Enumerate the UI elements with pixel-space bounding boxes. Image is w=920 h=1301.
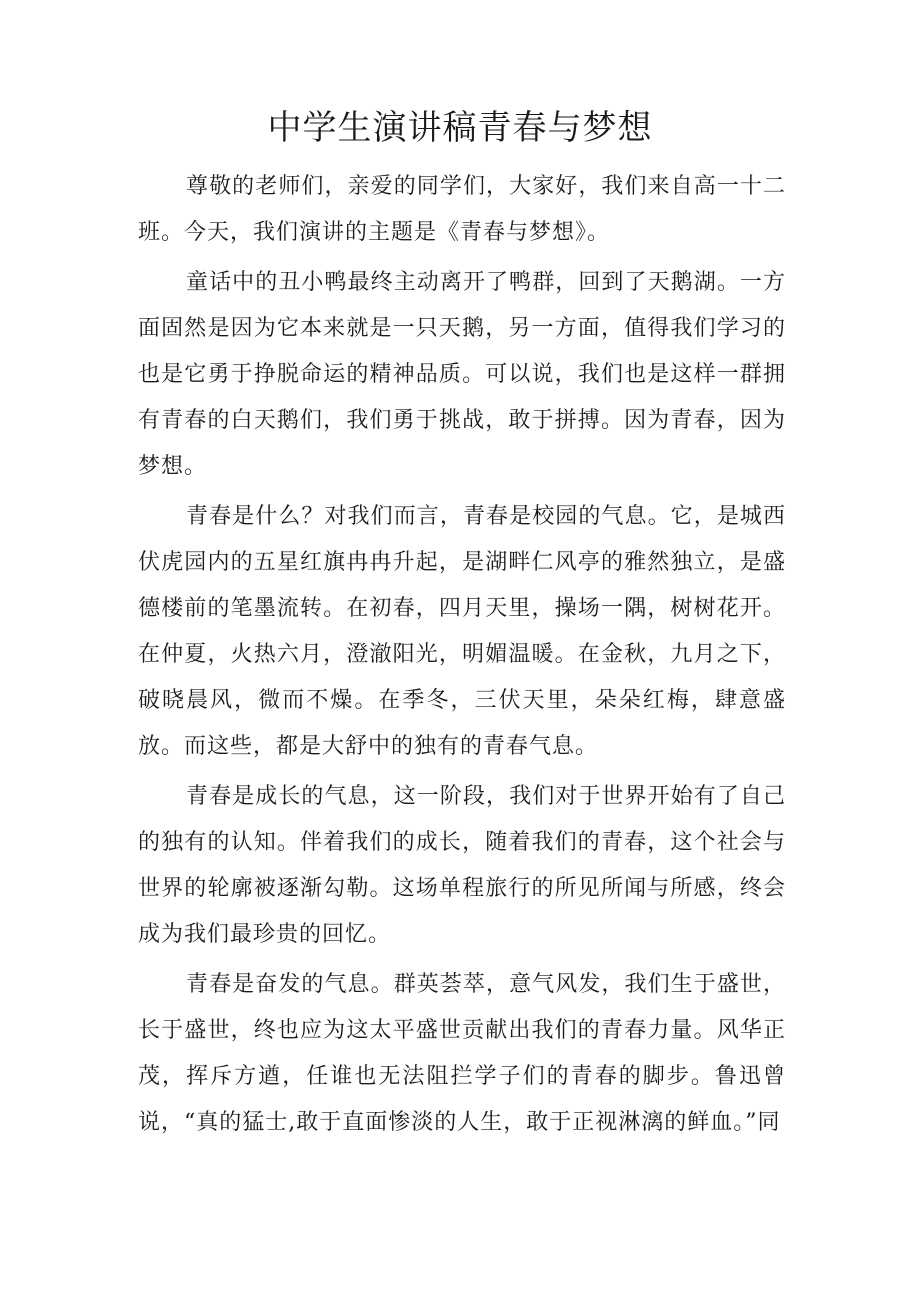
paragraph-striving: 青春是奋发的气息。群英荟萃，意气风发，我们生于盛世，长于盛世，终也应为这太平盛世贡献出我们的青春力量。风华正茂，挥斥方遒，任谁也无法阻拦学子们的青春的脚步。鲁迅曾说，“真的猛士,敢于直面惨淡的人生，敢于正视淋漓的鲜血。”同 (138, 972, 786, 1135)
paragraph-greeting: 尊敬的老师们，亲爱的同学们，大家好，我们来自高一十二班。今天，我们演讲的主题是《青春与梦想》。 (138, 174, 786, 245)
paragraph-ugly-duckling: 童话中的丑小鸭最终主动离开了鸭群，回到了天鹅湖。一方面固然是因为它本来就是一只天鹅，另一方面，值得我们学习的也是它勇于挣脱命运的精神品质。可以说，我们也是这样一群拥有青春的白天鹅们，我们勇于挑战，敢于拼搏。因为青春，因为梦想。 (138, 270, 786, 479)
paragraph-campus-youth: 青春是什么？对我们而言，青春是校园的气息。它，是城西伏虎园内的五星红旗冉冉升起，是湖畔仁风亭的雅然独立，是盛德楼前的笔墨流转。在初春，四月天里，操场一隅，树树花开。在仲夏，火热六月，澄澈阳光，明媚温暖。在金秋，九月之下，破晓晨风，微而不燥。在季冬，三伏天里，朵朵红梅，肆意盛放。而这些，都是大舒中的独有的青春气息。 (138, 504, 786, 759)
document-body (138, 164, 786, 1146)
document-title: 中学生演讲稿青春与梦想 (267, 108, 653, 148)
paragraph-growth: 青春是成长的气息，这一阶段，我们对于世界开始有了自己的独有的认知。伴着我们的成长，随着我们的青春，这个社会与世界的轮廓被逐渐勾勒。这场单程旅行的所见所闻与所感，终会成为我们最珍贵的回忆。 (138, 784, 786, 947)
